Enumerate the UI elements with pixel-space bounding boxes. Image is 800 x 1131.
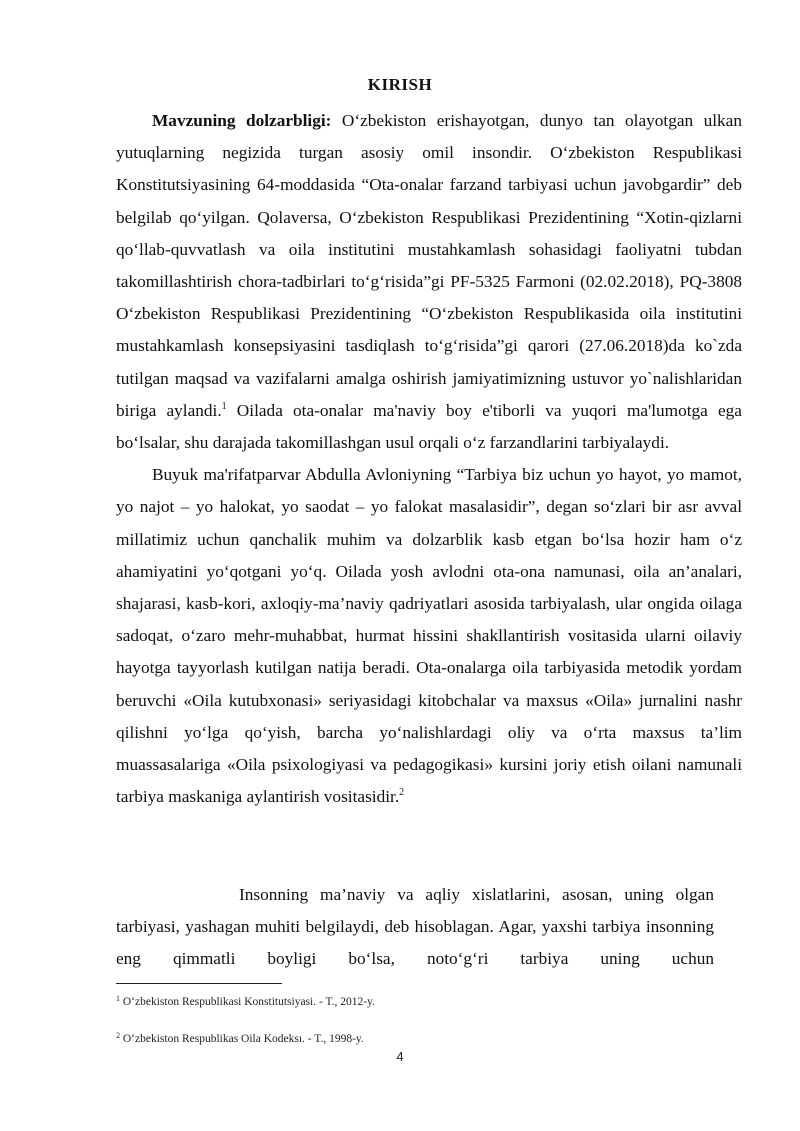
footnote-text: O‘zbekiston Respublikas Oila Kodeksı. - T., 1998-y. (120, 1033, 364, 1045)
section-heading: KIRISH (367, 75, 433, 94)
paragraph-upbringing: Insonning ma’naviy va aqliy xislatlarini, asosan, uning olgan tarbiyasi, yashagan muhiti belgilaydi, deb hisoblagan. Agar, yaxshi tarbiya insonning eng qimmatli boyligi bo‘lsa, noto‘g‘ri tarbiya uning uchun (116, 885, 714, 969)
page-number: 4 (396, 1049, 404, 1064)
paragraph-text-continued: Oilada ota-onalar ma'naviy boy e'tiborli va yuqori ma'lumotga ega bo‘lsalar, shu darajada takomillashgan usul orqali o‘z farzandlarini tarbiyalaydi. (116, 400, 742, 453)
paragraph-relevance (116, 105, 742, 459)
footnote-number: 1 (116, 994, 120, 1003)
footnote-separator (116, 983, 282, 984)
footnote-2 (116, 1032, 364, 1046)
paragraph-text: Buyuk ma'rifatparvar Abdulla Avloniyning “Tarbiya biz uchun yo hayot, yo mamot, yo najot – yo halokat, yo saodat – yo falokat masalasidir”, degan so‘zlari bir asr avval millatimiz uchun qanchalik muhim va dolzarblik kasb etgan bo‘lsa hozir ham o‘z ahamiyatini yo‘qotgani yo‘q. Oilada yosh avlodni ota-ona namunasi, oila an’analari, shajarasi, kasb-kori, axloqiy-ma’naviy qadriyatlari asosida tarbiyalash, ular ongida oilaga sadoqat, o‘zaro mehr-muhabbat, hurmat hissini shakllantirish vositasida ularni oilaviy hayotga tayyorlash kutilgan natija beradi. Ota-onalarga oila tarbiyasida metodik yordam beruvchi «Oila kutubxonasi» seriyasidagi kitobchalar va maxsus «Oila» jurnalini nashr qilishni yo‘lga qo‘yish, barcha yo‘nalishlardagi oliy va o‘rta maxsus ta’lim muassasalariga «Oila psixologiyasi va pedagogikasi» kursini joriy etish oilani namunali tarbiya maskaniga aylantirish vositasidir. (116, 465, 742, 807)
paragraph-lead: Mavzuning dolzarbligi: (152, 111, 332, 130)
paragraph-text: O‘zbekiston erishayotgan, dunyo tan olayotgan ulkan yutuqlarning negizida turgan asosiy omil insondir. O‘zbekiston Respublikasi Konstitutsiyasining 64-moddasida “Ota-onalar farzand tarbiyasi uchun javobgardir” deb belgilab qo‘yilgan. Qolaversa, O‘zbekiston Respublikasi Prezidentining “Xotin-qizlarni qo‘llab-quvvatlash va oila institutini mustahkamlash sohasidagi faoliyatni tubdan takomillashtirish chora-tadbirlari to‘g‘risida”gi PF-5325 Farmoni (02.02.2018), PQ-3808 O‘zbekiston Respublikasi Prezidentining “O‘zbekiston Respublikasida oila institutini mustahkamlash konsepsiyasini tasdiqlash to‘g‘risida”gi qarori (27.06.2018)da ko`zda tutilgan maqsad va vazifalarni amalga oshirish jamiyatimizning ustuvor yo`nalishlaridan biriga aylandi. (116, 111, 742, 420)
body-text (116, 105, 742, 813)
footnote-1 (116, 995, 375, 1009)
footnote-number: 2 (116, 1031, 120, 1040)
footnote-ref-1[interactable]: 1 (221, 400, 227, 412)
paragraph-avloniy (116, 459, 742, 813)
footnote-ref-2[interactable]: 2 (399, 787, 405, 799)
paragraph-upbringing-block (116, 879, 714, 976)
footnote-text: O‘zbekiston Respublikasi Konstitutsiyasi. - T., 2012-y. (120, 996, 376, 1008)
